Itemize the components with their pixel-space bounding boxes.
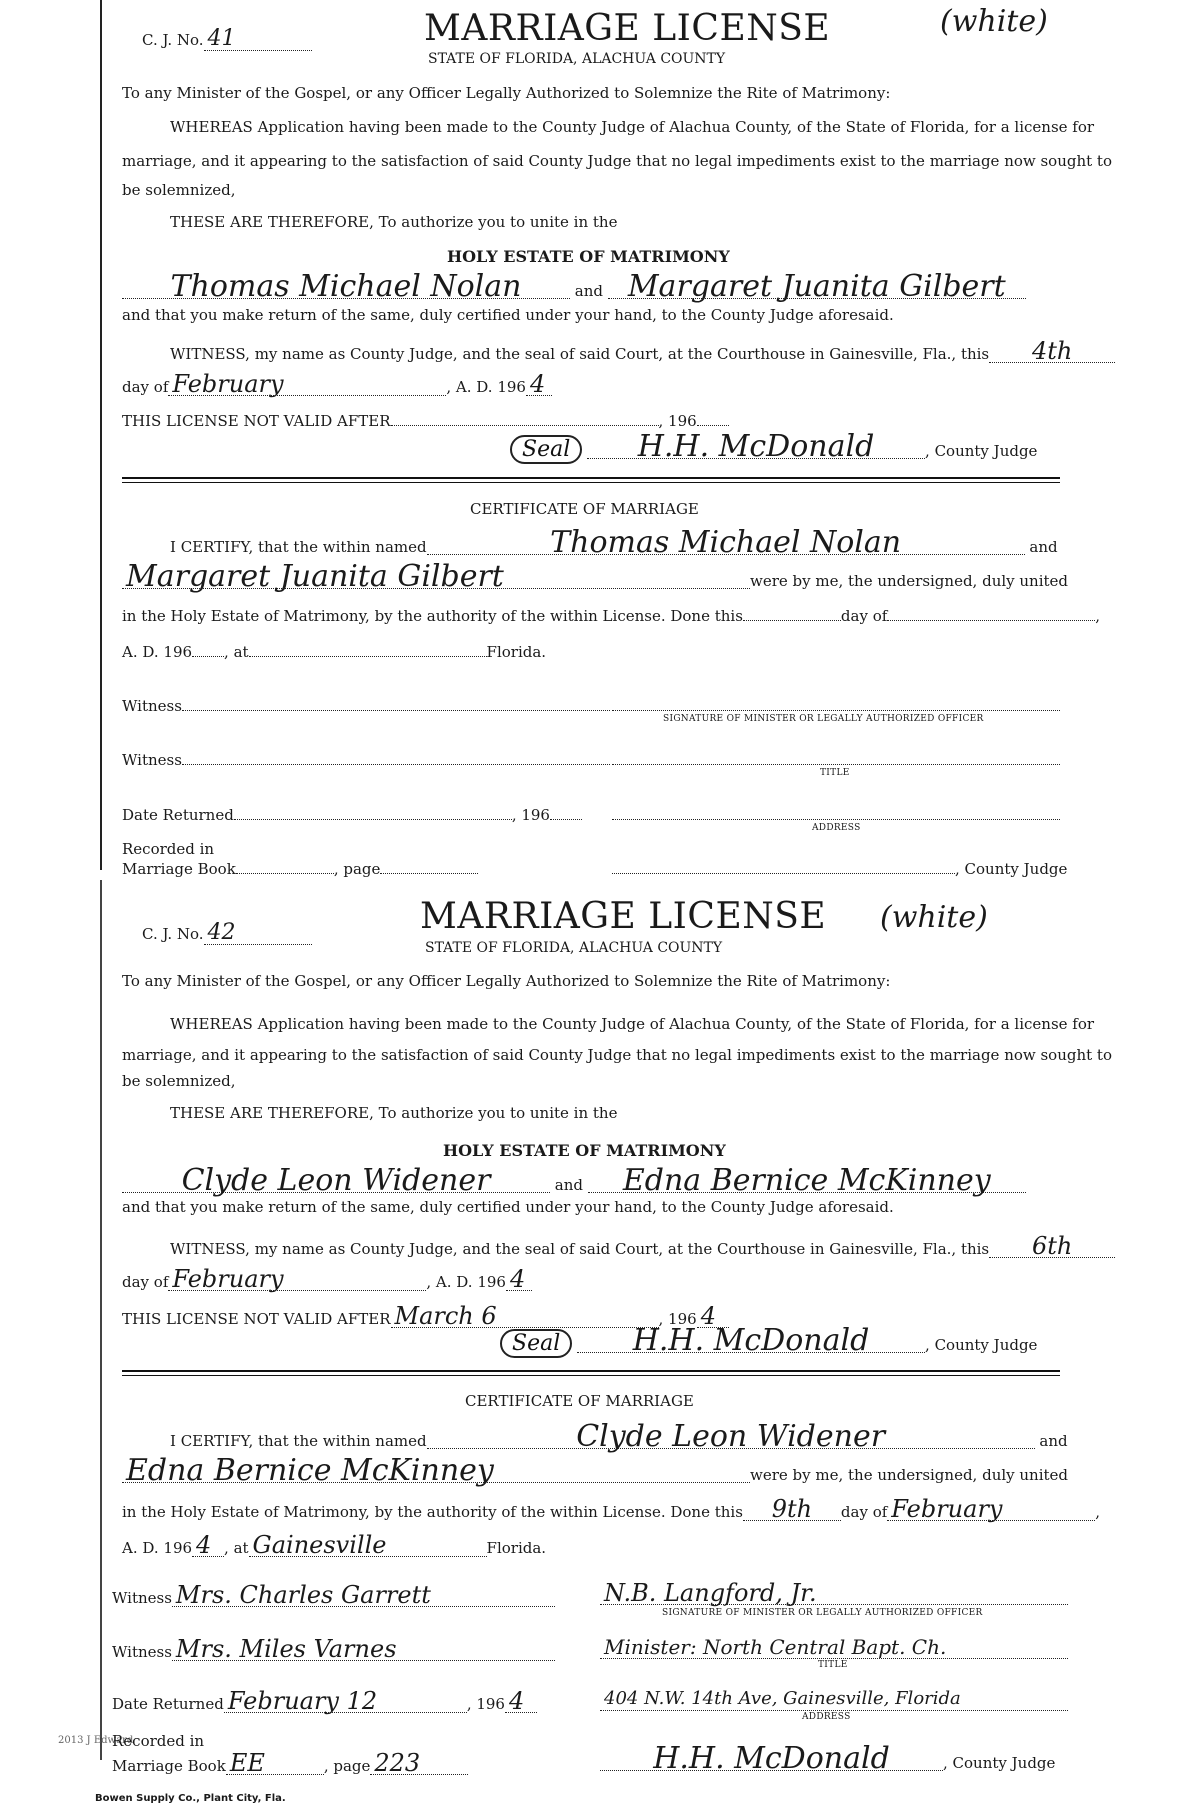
seal-mark-2: Seal <box>500 1329 572 1358</box>
whereas-2-line-3: be solemnized, <box>122 1072 236 1090</box>
address-line-2: To any Minister of the Gospel, or any Officer Legally Authorized to Solemnize the Rite of Matrimony: <box>122 972 891 990</box>
witness-2 <box>182 764 610 765</box>
witness-2-row: Witness <box>122 751 610 769</box>
license-subtitle-2: STATE OF FLORIDA, ALACHUA COUNTY <box>425 940 723 956</box>
address-caption-2: ADDRESS <box>802 1712 851 1722</box>
judge-signature: H.H. McDonald <box>587 436 925 459</box>
license-subtitle: STATE OF FLORIDA, ALACHUA COUNTY <box>428 51 726 67</box>
ad-year-2: 4 <box>192 1534 224 1557</box>
holy-estate-heading-2: HOLY ESTATE OF MATRIMONY <box>443 1141 726 1160</box>
minister-title-2: Minister: North Central Bapt. Ch. <box>600 1636 1068 1659</box>
cert-groom-2: Clyde Leon Widener <box>427 1426 1035 1449</box>
page-2: 223 <box>370 1752 468 1775</box>
left-border-top <box>100 0 102 870</box>
race-notation: (white) <box>940 4 1048 39</box>
groom-name-2: Clyde Leon Widener <box>122 1170 550 1193</box>
done-row: in the Holy Estate of Matrimony, by the authority of the within License. Done this day of , <box>122 607 1101 625</box>
license-month-2: February <box>168 1268 426 1291</box>
title-caption: TITLE <box>820 768 850 778</box>
judge-signature-2: H.H. McDonald <box>577 1330 925 1353</box>
whereas-2-line-2: marriage, and it appearing to the satisfaction of said County Judge that no legal impediments exist to the marriage now sought to <box>122 1046 1112 1064</box>
cert-groom: Thomas Michael Nolan <box>427 532 1025 555</box>
divider-rule-2 <box>122 1370 1060 1376</box>
not-valid-year-2: 4 <box>697 1305 729 1328</box>
holy-estate-heading: HOLY ESTATE OF MATRIMONY <box>447 247 730 266</box>
witness-2-name: Mrs. Miles Varnes <box>172 1638 555 1661</box>
not-valid-row-2: THIS LICENSE NOT VALID AFTER March 6 , 196 4 <box>122 1305 729 1328</box>
witness-1 <box>182 710 610 711</box>
minister-address <box>612 819 1060 820</box>
whereas-line-2: marriage, and it appearing to the satisfaction of said County Judge that no legal impediments exist to the marriage now sought to <box>122 152 1112 170</box>
recorded-in-2: Recorded in <box>112 1732 205 1750</box>
address-line: To any Minister of the Gospel, or any Officer Legally Authorized to Solemnize the Rite of Matrimony: <box>122 84 891 102</box>
cert-bride: Margaret Juanita Gilbert <box>122 566 750 589</box>
certify-row-2: I CERTIFY, that the within named Clyde Leon Widener and <box>170 1419 1068 1454</box>
seal-mark: Seal <box>510 435 582 464</box>
return-line-2: and that you make return of the same, duly certified under your hand, to the County Judge aforesaid. <box>122 1198 894 1216</box>
done-day <box>743 620 841 621</box>
done-month-2: February <box>887 1498 1095 1521</box>
license-month: February <box>168 373 446 396</box>
cj-number-2: 42 <box>204 922 312 945</box>
title-row-2 <box>600 1636 1068 1659</box>
minister-sig-caption-2: SIGNATURE OF MINISTER OR LEGALLY AUTHORIZED OFFICER <box>662 1608 983 1618</box>
printer-imprint: Bowen Supply Co., Plant City, Fla. <box>95 1793 286 1804</box>
certificate-title: CERTIFICATE OF MARRIAGE <box>470 500 699 518</box>
scan-watermark: 2013 J Edward <box>58 1735 134 1746</box>
book <box>236 873 334 874</box>
minister-address-2: 404 N.W. 14th Ave, Gainesville, Florida <box>600 1688 1068 1711</box>
left-border-bottom <box>100 880 102 1760</box>
whereas-line-3: be solemnized, <box>122 181 236 199</box>
title-row <box>612 751 1060 769</box>
bride-row-2: Edna Bernice McKinney were by me, the undersigned, duly united <box>122 1460 1068 1484</box>
minister-signature <box>612 710 1060 711</box>
license-day: 4th <box>989 340 1115 363</box>
recording-judge-signature-2: H.H. McDonald <box>600 1748 943 1771</box>
whereas-line-1: WHEREAS Application having been made to the County Judge of Alachua County, of the State of Florida, for a license for <box>170 118 1095 136</box>
place-2: Gainesville <box>249 1534 487 1557</box>
minister-sig-row <box>612 697 1060 715</box>
therefore-line: THESE ARE THEREFORE, To authorize you to unite in the <box>170 213 618 231</box>
marriage-book-row-2: Marriage Book EE , page 223 <box>112 1752 468 1775</box>
book-2: EE <box>226 1752 324 1775</box>
minister-title <box>612 764 1060 765</box>
month-year-row: day of February , A. D. 196 4 <box>122 373 552 396</box>
witness-1-row-2: Witness Mrs. Charles Garrett <box>112 1584 555 1607</box>
bride-name-2: Edna Bernice McKinney <box>588 1170 1026 1193</box>
cert-bride-2: Edna Bernice McKinney <box>122 1460 750 1483</box>
bride-row: Margaret Juanita Gilbert were by me, the undersigned, duly united <box>122 566 1068 590</box>
therefore-line-2: THESE ARE THEREFORE, To authorize you to unite in the <box>170 1104 618 1122</box>
returned-year-2: 4 <box>505 1690 537 1713</box>
not-valid-date <box>391 425 659 426</box>
couple-row: Thomas Michael Nolan and Margaret Juanita Gilbert <box>122 276 1026 300</box>
witness-1-row: Witness <box>122 697 610 715</box>
cj-number-row-2: C. J. No. 42 <box>142 922 312 945</box>
witness-line: WITNESS, my name as County Judge, and the seal of said Court, at the Courthouse in Gainesville, Fla., this 4th <box>170 340 1115 363</box>
address-row-2 <box>600 1688 1068 1711</box>
judge-signature-row-2: Seal H.H. McDonald , County Judge <box>500 1330 1037 1356</box>
witness-2-row-2: Witness Mrs. Miles Varnes <box>112 1638 555 1661</box>
groom-name: Thomas Michael Nolan <box>122 276 570 299</box>
not-valid-date-2: March 6 <box>391 1305 659 1328</box>
minister-sig-row-2 <box>600 1579 1068 1607</box>
place-row-2: A. D. 196 4 , at Gainesville Florida. <box>122 1531 547 1559</box>
recorded-in: Recorded in <box>122 840 215 858</box>
witness-line-2: WITNESS, my name as County Judge, and the seal of said Court, at the Courthouse in Gainesville, Fla., this 6th <box>170 1235 1115 1258</box>
recording-judge-row: , County Judge <box>612 860 1067 878</box>
date-returned-2: February 12 <box>224 1690 467 1713</box>
done-row-2: in the Holy Estate of Matrimony, by the authority of the within License. Done this 9th day of February , <box>122 1495 1101 1523</box>
minister-sig-caption: SIGNATURE OF MINISTER OR LEGALLY AUTHORIZED OFFICER <box>663 714 984 724</box>
date-returned-row: Date Returned , 196 <box>122 806 582 824</box>
marriage-book-row: Marriage Book , page <box>122 860 478 878</box>
license-day-2: 6th <box>989 1235 1115 1258</box>
ad-year <box>192 656 224 657</box>
cj-number: 41 <box>204 28 312 51</box>
license-year-2: 4 <box>506 1268 532 1291</box>
return-line: and that you make return of the same, duly certified under your hand, to the County Judge aforesaid. <box>122 306 894 324</box>
judge-signature-row: Seal H.H. McDonald , County Judge <box>510 436 1037 462</box>
witness-1-name: Mrs. Charles Garrett <box>172 1584 555 1607</box>
date-returned-row-2: Date Returned February 12 , 196 4 <box>112 1690 537 1713</box>
done-month <box>887 620 1095 621</box>
couple-row-2: Clyde Leon Widener and Edna Bernice McKinney <box>122 1170 1026 1194</box>
address-row <box>612 806 1060 824</box>
certify-row: I CERTIFY, that the within named Thomas Michael Nolan and <box>170 525 1058 560</box>
recording-judge-row-2: H.H. McDonald , County Judge <box>600 1748 1055 1772</box>
divider-rule <box>122 477 1060 483</box>
title-caption-2: TITLE <box>818 1660 848 1670</box>
whereas-2-line-1: WHEREAS Application having been made to the County Judge of Alachua County, of the State of Florida, for a license for <box>170 1015 1095 1033</box>
certificate-title-2: CERTIFICATE OF MARRIAGE <box>465 1392 694 1410</box>
license-title: MARRIAGE LICENSE <box>424 8 831 49</box>
minister-signature-2: N.B. Langford, Jr. <box>600 1582 1068 1605</box>
not-valid-year <box>697 425 729 426</box>
race-notation-2: (white) <box>880 900 988 935</box>
page <box>380 873 478 874</box>
cj-number-row: C. J. No. 41 <box>142 28 312 51</box>
date-returned <box>234 819 512 820</box>
license-year: 4 <box>526 373 552 396</box>
address-caption: ADDRESS <box>812 823 861 833</box>
place <box>249 656 487 657</box>
not-valid-row: THIS LICENSE NOT VALID AFTER , 196 <box>122 412 729 430</box>
license-title-2: MARRIAGE LICENSE <box>420 896 827 937</box>
done-day-2: 9th <box>743 1498 841 1521</box>
recording-judge-signature <box>612 873 955 874</box>
place-row: A. D. 196 , at Florida. <box>122 643 547 661</box>
returned-year <box>550 819 582 820</box>
month-year-row-2: day of February , A. D. 196 4 <box>122 1268 532 1291</box>
bride-name: Margaret Juanita Gilbert <box>608 276 1026 299</box>
